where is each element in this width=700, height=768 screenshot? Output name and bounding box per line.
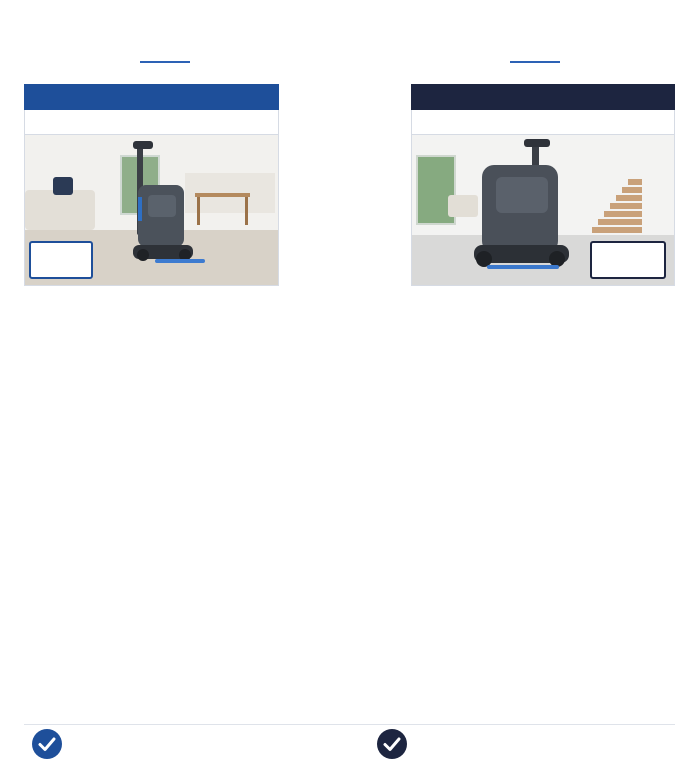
checkmark-icon bbox=[32, 729, 62, 759]
subheader-maison bbox=[411, 110, 675, 134]
recommendation-maison bbox=[369, 725, 675, 768]
recommendation-footer bbox=[24, 724, 675, 768]
header-appartement bbox=[24, 84, 279, 110]
subtitle-bar bbox=[0, 50, 700, 72]
recommendation-appartement bbox=[24, 725, 349, 768]
subtitle-rule-right bbox=[510, 61, 560, 63]
header-maison bbox=[411, 84, 675, 110]
checkmark-icon bbox=[377, 729, 407, 759]
photo-appartement bbox=[24, 134, 279, 286]
photo-maison bbox=[411, 134, 675, 286]
subtitle-rule-left bbox=[140, 61, 190, 63]
reservoir-badge-maison bbox=[590, 241, 666, 279]
subheader-appartement bbox=[24, 110, 279, 134]
reservoir-badge-appartement bbox=[29, 241, 93, 279]
